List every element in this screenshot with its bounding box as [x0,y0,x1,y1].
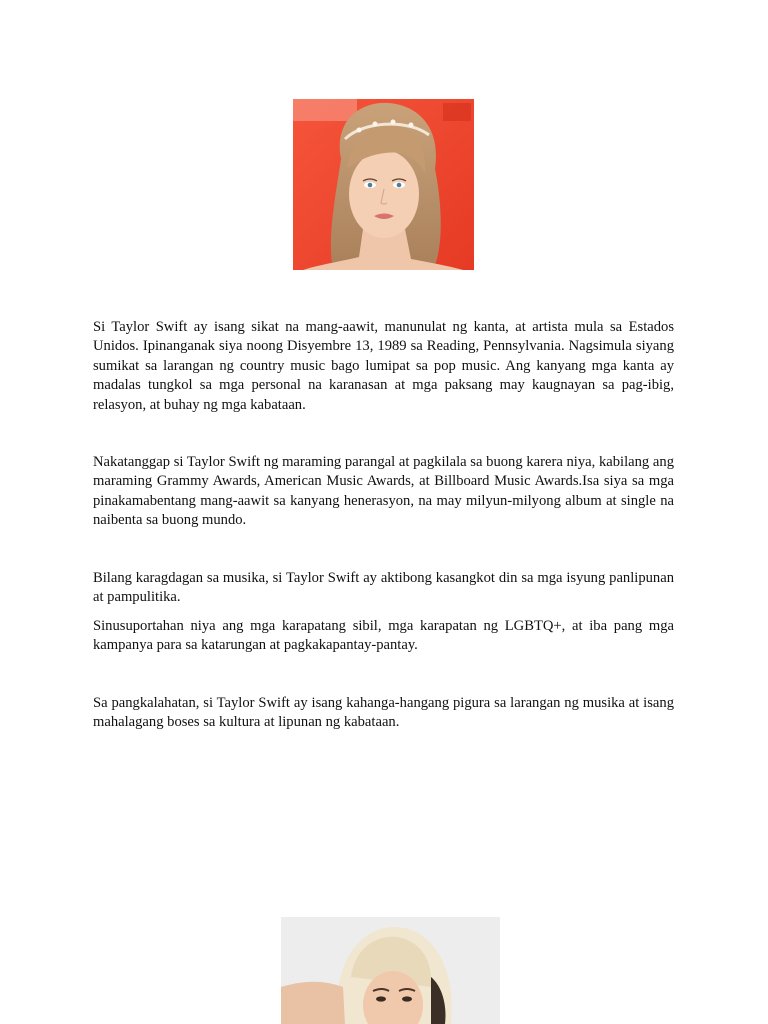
paragraph-advocacy: Sinusuportahan niya ang mga karapatang sibil, mga karapatan ng LGBTQ+, at iba pang mga kampanya para sa katarungan at pagkakapantay-pantay. [93,618,674,654]
paragraph-intro: Si Taylor Swift ay isang sikat na mang-aawit, manunulat ng kanta, at artista mula sa Estados Unidos. Ipinanganak siya noong Disyembre 13, 1989 sa Reading, Pennsylvania. Nagsimula siyang sumikat sa larangan ng country music bago lumipat sa pop music. Ang kanyang mga kanta ay madalas tungkol sa mga personal na karanasan at mga paksang may kaugnayan sa pag-ibig, relasyon, at buhay ng mga kabataan. [93,319,674,413]
paragraph-conclusion: Sa pangkalahatan, si Taylor Swift ay isang kahanga-hangang pigura sa larangan ng musika at isang mahalagang boses sa kultura at lipunan ng kabataan. [93,695,674,731]
paragraph-awards: Nakatanggap si Taylor Swift ng maraming parangal at pagkilala sa buong karera niya, kabilang ang maraming Grammy Awards, American Music Awards, at Billboard Music Awards.Isa siya sa mga pinakamabentang mang-aawit sa kanyang henerasyon, na may milyun-milyong album at single na naibenta sa buong mundo. [93,454,674,529]
paragraph-social-issues: Bilang karagdagan sa musika, si Taylor Swift ay aktibong kasangkot din sa mga isyung panlipunan at pampulitika. [93,570,674,606]
portrait-photo-top [293,99,474,270]
portrait-photo-bottom [281,917,500,1024]
